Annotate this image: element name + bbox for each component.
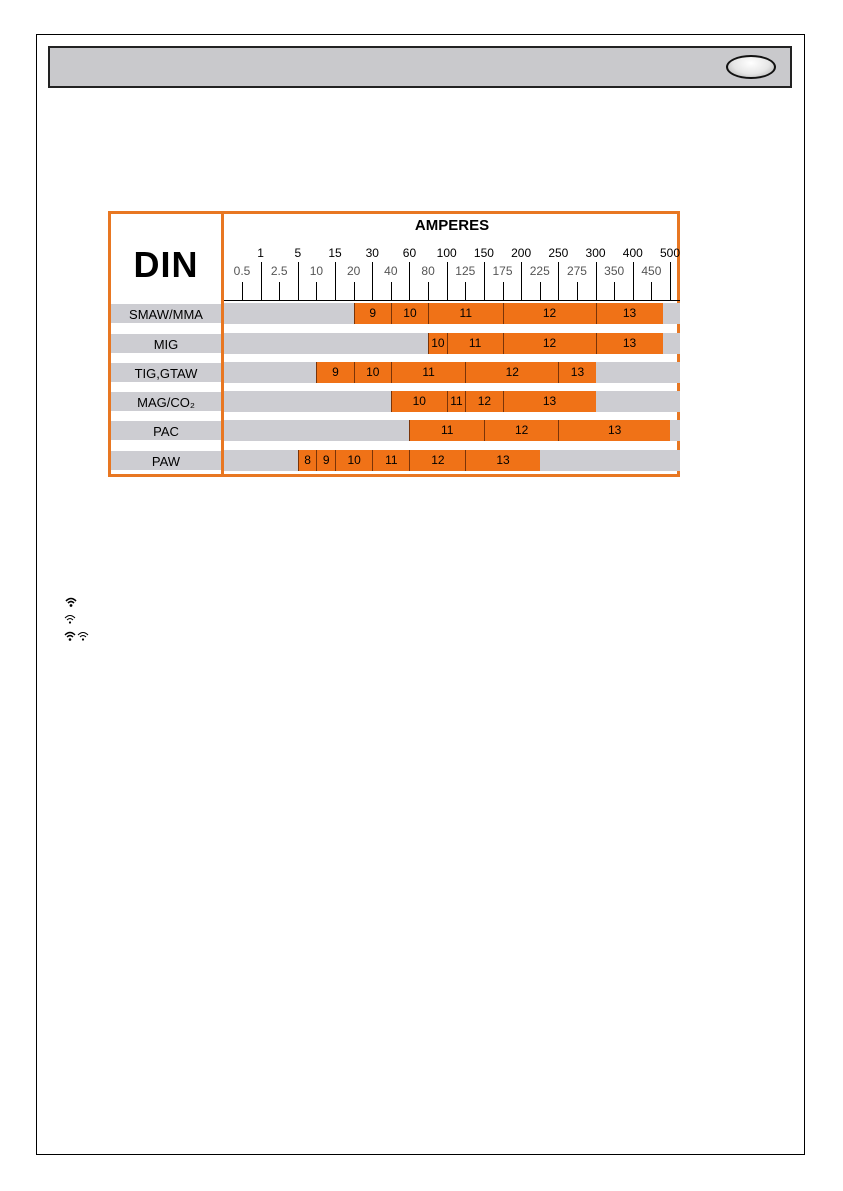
scale-bottom-tick-label: 450 [641,264,662,278]
scale-bottom-tick-label: 175 [492,264,513,278]
page-frame [36,34,805,1155]
wifi-small-icon [64,614,76,626]
scale-baseline [224,300,680,301]
scale-minor-tick [428,282,429,300]
scale-bottom-tick-label: 20 [346,264,361,278]
din-shade-segment: 13 [596,333,663,354]
scale-minor-tick [242,282,243,300]
din-shade-segment: 10 [391,303,428,324]
process-row-track [224,362,680,383]
din-shade-segment: 12 [503,303,596,324]
din-shade-segment: 12 [465,391,502,412]
header-bar [48,46,792,88]
din-shade-segment: 9 [316,450,335,471]
scale-minor-tick [503,282,504,300]
scale-minor-tick [354,282,355,300]
din-shade-segment: 11 [447,391,466,412]
scale-minor-tick [465,282,466,300]
din-label: DIN [133,244,199,285]
scale-minor-tick [614,282,615,300]
scale-top-tick-label: 300 [585,246,606,260]
scale-top-tick-label: 150 [473,246,494,260]
din-shade-segment: 13 [558,362,595,383]
scale-top-tick-label: 5 [294,246,302,260]
din-shade-segment: 11 [447,333,503,354]
scale-minor-tick [279,282,280,300]
process-row-track [224,333,680,354]
din-shade-segment: 12 [484,420,558,441]
scale-minor-tick [391,282,392,300]
din-shade-segment: 12 [503,333,596,354]
scale-top-tick-label: 200 [511,246,532,260]
scale-bottom-tick-label: 225 [529,264,550,278]
scale-top-tick-label: 250 [548,246,569,260]
din-ampere-chart [108,211,680,477]
scale-bottom-tick-label: 2.5 [270,264,288,278]
din-shade-segment: 12 [409,450,465,471]
header-oval-badge [726,55,776,79]
scale-minor-tick [651,282,652,300]
process-row-track [224,303,680,324]
din-shade-segment: 11 [372,450,409,471]
process-label: MAG/CO₂ [111,391,221,412]
din-shade-segment: 13 [465,450,539,471]
process-row-track [224,391,680,412]
din-shade-segment: 13 [558,420,670,441]
scale-bottom-tick-label: 125 [455,264,476,278]
din-shade-segment: 13 [596,303,663,324]
process-label: SMAW/MMA [111,303,221,324]
wifi-single-icon [64,597,78,609]
din-shade-segment: 13 [503,391,596,412]
din-shade-segment: 11 [409,420,483,441]
din-shade-segment: 11 [391,362,465,383]
wifi-double-icon [64,631,90,643]
din-shade-segment: 9 [354,303,391,324]
amperes-axis-title: AMPERES [414,217,490,234]
scale-minor-tick [540,282,541,300]
scale-top-tick-label: 400 [622,246,643,260]
din-shade-segment: 12 [465,362,558,383]
scale-minor-tick [577,282,578,300]
scale-top-tick-label: 60 [402,246,417,260]
din-shade-segment: 10 [335,450,372,471]
process-label: MIG [111,333,221,354]
scale-top-tick-label: 30 [365,246,379,260]
din-shade-segment: 8 [298,450,317,471]
din-shade-segment: 10 [354,362,391,383]
scale-bottom-tick-label: 350 [604,264,625,278]
process-label: PAW [111,450,221,471]
din-shade-segment: 10 [428,333,447,354]
scale-top-tick-label: 15 [328,246,342,260]
process-label: TIG,GTAW [111,362,221,383]
process-label: PAC [111,420,221,441]
scale-bottom-tick-label: 80 [421,264,435,278]
din-shade-segment: 9 [316,362,353,383]
scale-minor-tick [316,282,317,300]
scale-bottom-tick-label: 0.5 [233,264,251,278]
din-shade-segment: 10 [391,391,447,412]
scale-top-tick-label: 100 [436,246,457,260]
scale-top-tick-label: 1 [257,246,264,260]
scale-top-tick-label: 500 [659,246,681,260]
process-row-track [224,450,680,471]
scale-bottom-tick-label: 40 [384,264,398,278]
din-shade-segment: 11 [428,303,502,324]
scale-bottom-tick-label: 10 [309,264,324,278]
scale-bottom-tick-label: 275 [566,264,587,278]
process-row-track [224,420,680,441]
